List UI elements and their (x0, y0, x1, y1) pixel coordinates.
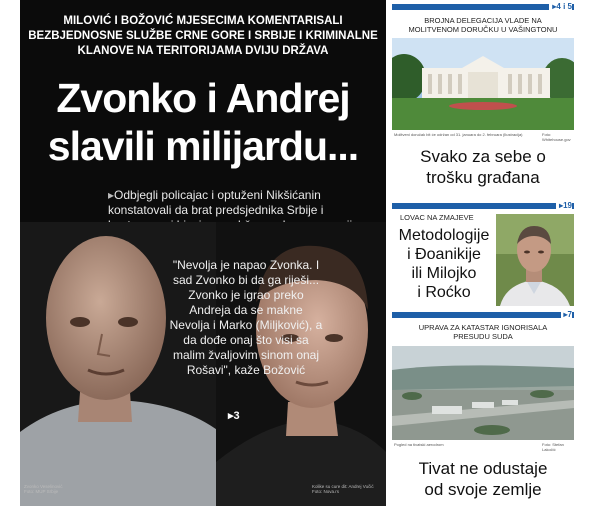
caption-left (24, 484, 63, 494)
story3-triangle-icon: ▸ (563, 310, 568, 319)
story3-photo (392, 346, 574, 440)
story2-page-value: 19 (563, 201, 572, 210)
main-kicker: MILOVIĆ I BOŽOVIĆ MJESECIMA KOMENTARISALI BEZBJEDNOSNE SLUŽBE CRNE GORE I SRBIJE I KRIMINALNE KLANOVE NA TERITORIJAMA DVIJU DRŽAVA (28, 15, 378, 57)
quote-page-number: 3 (233, 410, 240, 422)
story1-triangle-icon: ▸ (552, 2, 557, 11)
story1-kicker: BROJNA DELEGACIJA VLADE NA MOLITVENOM DORUČKU U VAŠINGTONU (408, 16, 558, 34)
main-headline-line-2: slavili milijardu... (47, 123, 359, 169)
story1-bar (392, 4, 574, 10)
caption-right-name: Kolike su cure dit: Andrej Vučić (312, 484, 374, 489)
story1-title-line-1: Svako za sebe o (420, 147, 546, 166)
story3-photo-credit: Foto: Stefan Lakočić (542, 442, 564, 452)
story2-author-photo (496, 214, 574, 306)
story3-page-value: 7 (567, 310, 572, 319)
story3-page-number[interactable] (561, 311, 572, 319)
caption-left-name: Zvonko Veselinović (24, 484, 63, 489)
sidebar-panel (392, 0, 574, 506)
story1-photo-credit: Foto: Whitehouse.gov (542, 132, 571, 142)
story3-title[interactable] (392, 458, 574, 500)
story3-photo-caption: Pogled na tivatski aerodrom (394, 442, 444, 447)
main-story-panel (20, 0, 386, 506)
caption-left-credit: Foto: MUP Srbije (24, 489, 59, 494)
story2-kicker: LOVAC NA ZMAJEVE (400, 213, 474, 222)
quote-page-ref[interactable] (228, 409, 240, 422)
story2-page-number[interactable] (556, 202, 572, 210)
story3-title-line-2: od svoje zemlje (424, 480, 542, 499)
story2-title-line-2: i Đoanikije (407, 246, 481, 263)
story1-title-line-2: trošku građana (426, 168, 540, 187)
story2-title-line-1: Metodologije (398, 227, 490, 244)
caption-right (312, 484, 374, 494)
main-lead-text: Odbjegli policajac i optuženi Nikšićanin konstatovali da brat predsjednika Srbije i (108, 188, 324, 217)
story2-bar (392, 203, 574, 209)
story1-title[interactable] (392, 146, 574, 188)
story2-triangle-icon: ▸ (559, 201, 564, 210)
page-ref-triangle-icon: ▸ (228, 410, 234, 422)
story1-page-value: 4 i 5 (556, 2, 572, 11)
story1-photo (392, 38, 574, 130)
story2-title-line-4: i Roćko (417, 284, 471, 301)
main-quote: "Nevolja je napao Zvonka. I sad Zvonko bi da ga riješi... Zvonko je igrao preko Andreja da se makne Nevolja i Marko (Miljković), a da dođe onaj što visi sa malim žvaljovim sinom onaj Rošavi", kaže Božović (169, 258, 323, 377)
story3-kicker: UPRAVA ZA KATASTAR IGNORISALA PRESUDU SUDA (418, 323, 548, 341)
caption-right-credit: Foto: Nova.rs (312, 489, 340, 494)
story1-photo-caption: Molitveni doručak bit će održan od 31. januara do 2. februara (Ilustracija) (394, 132, 523, 137)
main-headline-line-1: Zvonko i Andrej (56, 75, 350, 121)
story1-page-number[interactable] (549, 3, 572, 11)
lead-triangle-icon: ▸ (108, 188, 115, 202)
story2-title[interactable] (392, 226, 496, 302)
story3-bar (392, 312, 574, 318)
story2-title-line-3: ili Milojko (411, 265, 477, 282)
story3-title-line-1: Tivat ne odustaje (418, 459, 548, 478)
main-headline[interactable] (20, 74, 386, 170)
